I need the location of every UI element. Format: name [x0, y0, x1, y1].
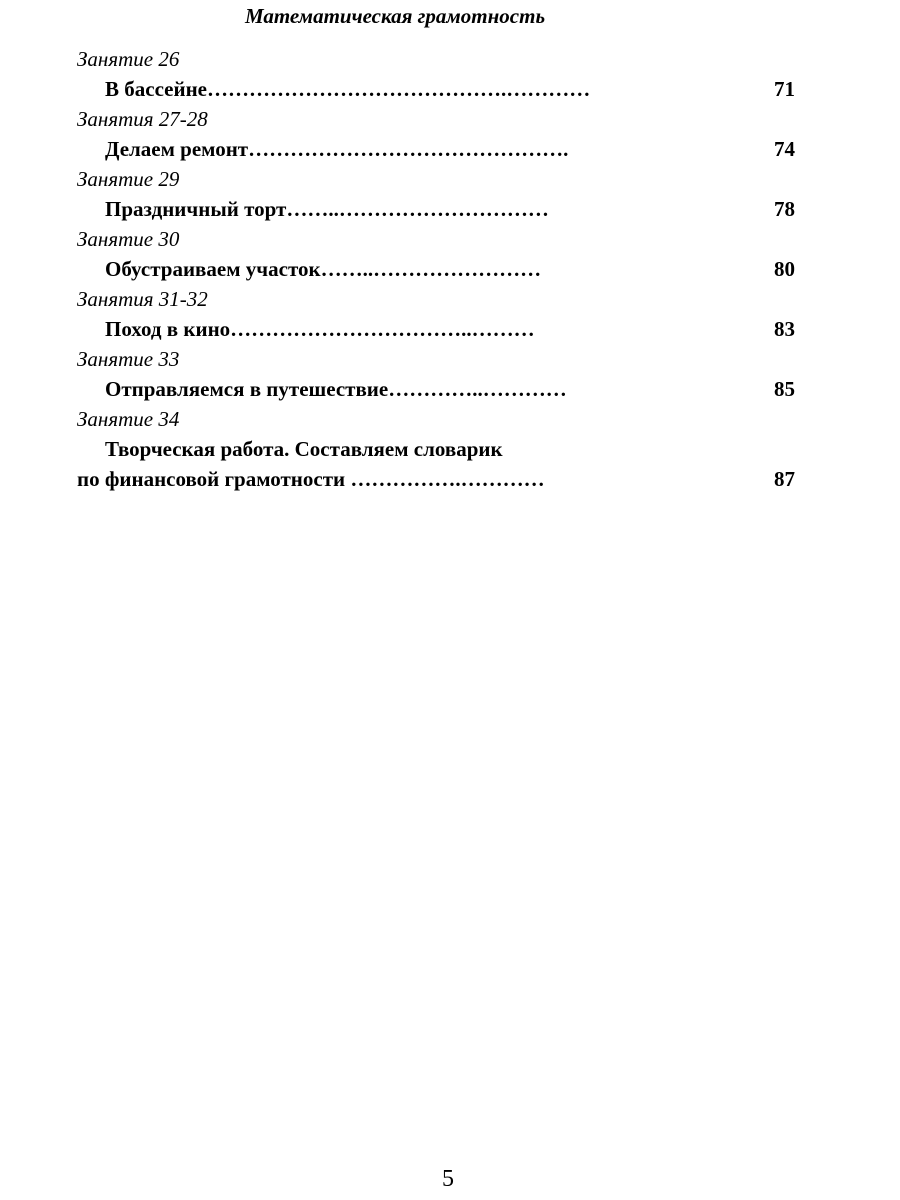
entry-title-line2: по финансовой грамотности …………….………… [77, 467, 545, 491]
toc-item [77, 44, 797, 104]
entry-page: 80 [774, 257, 795, 281]
toc-entry [77, 374, 797, 404]
toc-item [77, 284, 797, 344]
toc-item [77, 104, 797, 164]
entry-page: 83 [774, 317, 795, 341]
table-of-contents [77, 44, 797, 494]
entry-page: 85 [774, 377, 795, 401]
entry-title: В бассейне…………………………………….………… [105, 77, 591, 101]
lesson-label: Занятие 29 [77, 167, 180, 191]
lesson-label: Занятие 34 [77, 407, 180, 431]
entry-title: Отправляемся в путешествие…………..………… [105, 377, 567, 401]
page-number: 5 [442, 1166, 454, 1192]
entry-title: Обустраиваем участок……..…………………… [105, 257, 542, 281]
toc-item [77, 164, 797, 224]
entry-title: Поход в кино……………………………..……… [105, 317, 535, 341]
running-header: Математическая грамотность [244, 4, 546, 28]
lesson-label: Занятия 31-32 [77, 287, 208, 311]
lesson-label: Занятия 27-28 [77, 107, 208, 131]
toc-entry [77, 134, 797, 164]
entry-page: 74 [774, 137, 795, 161]
toc-entry [77, 314, 797, 344]
entry-page: 78 [774, 197, 795, 221]
toc-item [77, 344, 797, 404]
entry-page: 71 [774, 77, 795, 101]
toc-entry [77, 74, 797, 104]
entry-title: Праздничный торт……..………………………… [105, 197, 549, 221]
lesson-label: Занятие 30 [77, 227, 180, 251]
lesson-label: Занятие 26 [77, 47, 180, 71]
toc-entry [77, 194, 797, 224]
entry-page: 87 [774, 467, 795, 491]
entry-title: Делаем ремонт………………………………………. [105, 137, 569, 161]
toc-entry [77, 254, 797, 284]
toc-item [77, 404, 797, 494]
toc-entry [77, 434, 797, 494]
lesson-label: Занятие 33 [77, 347, 180, 371]
toc-item [77, 224, 797, 284]
entry-title-line1: Творческая работа. Составляем словарик [105, 437, 503, 461]
